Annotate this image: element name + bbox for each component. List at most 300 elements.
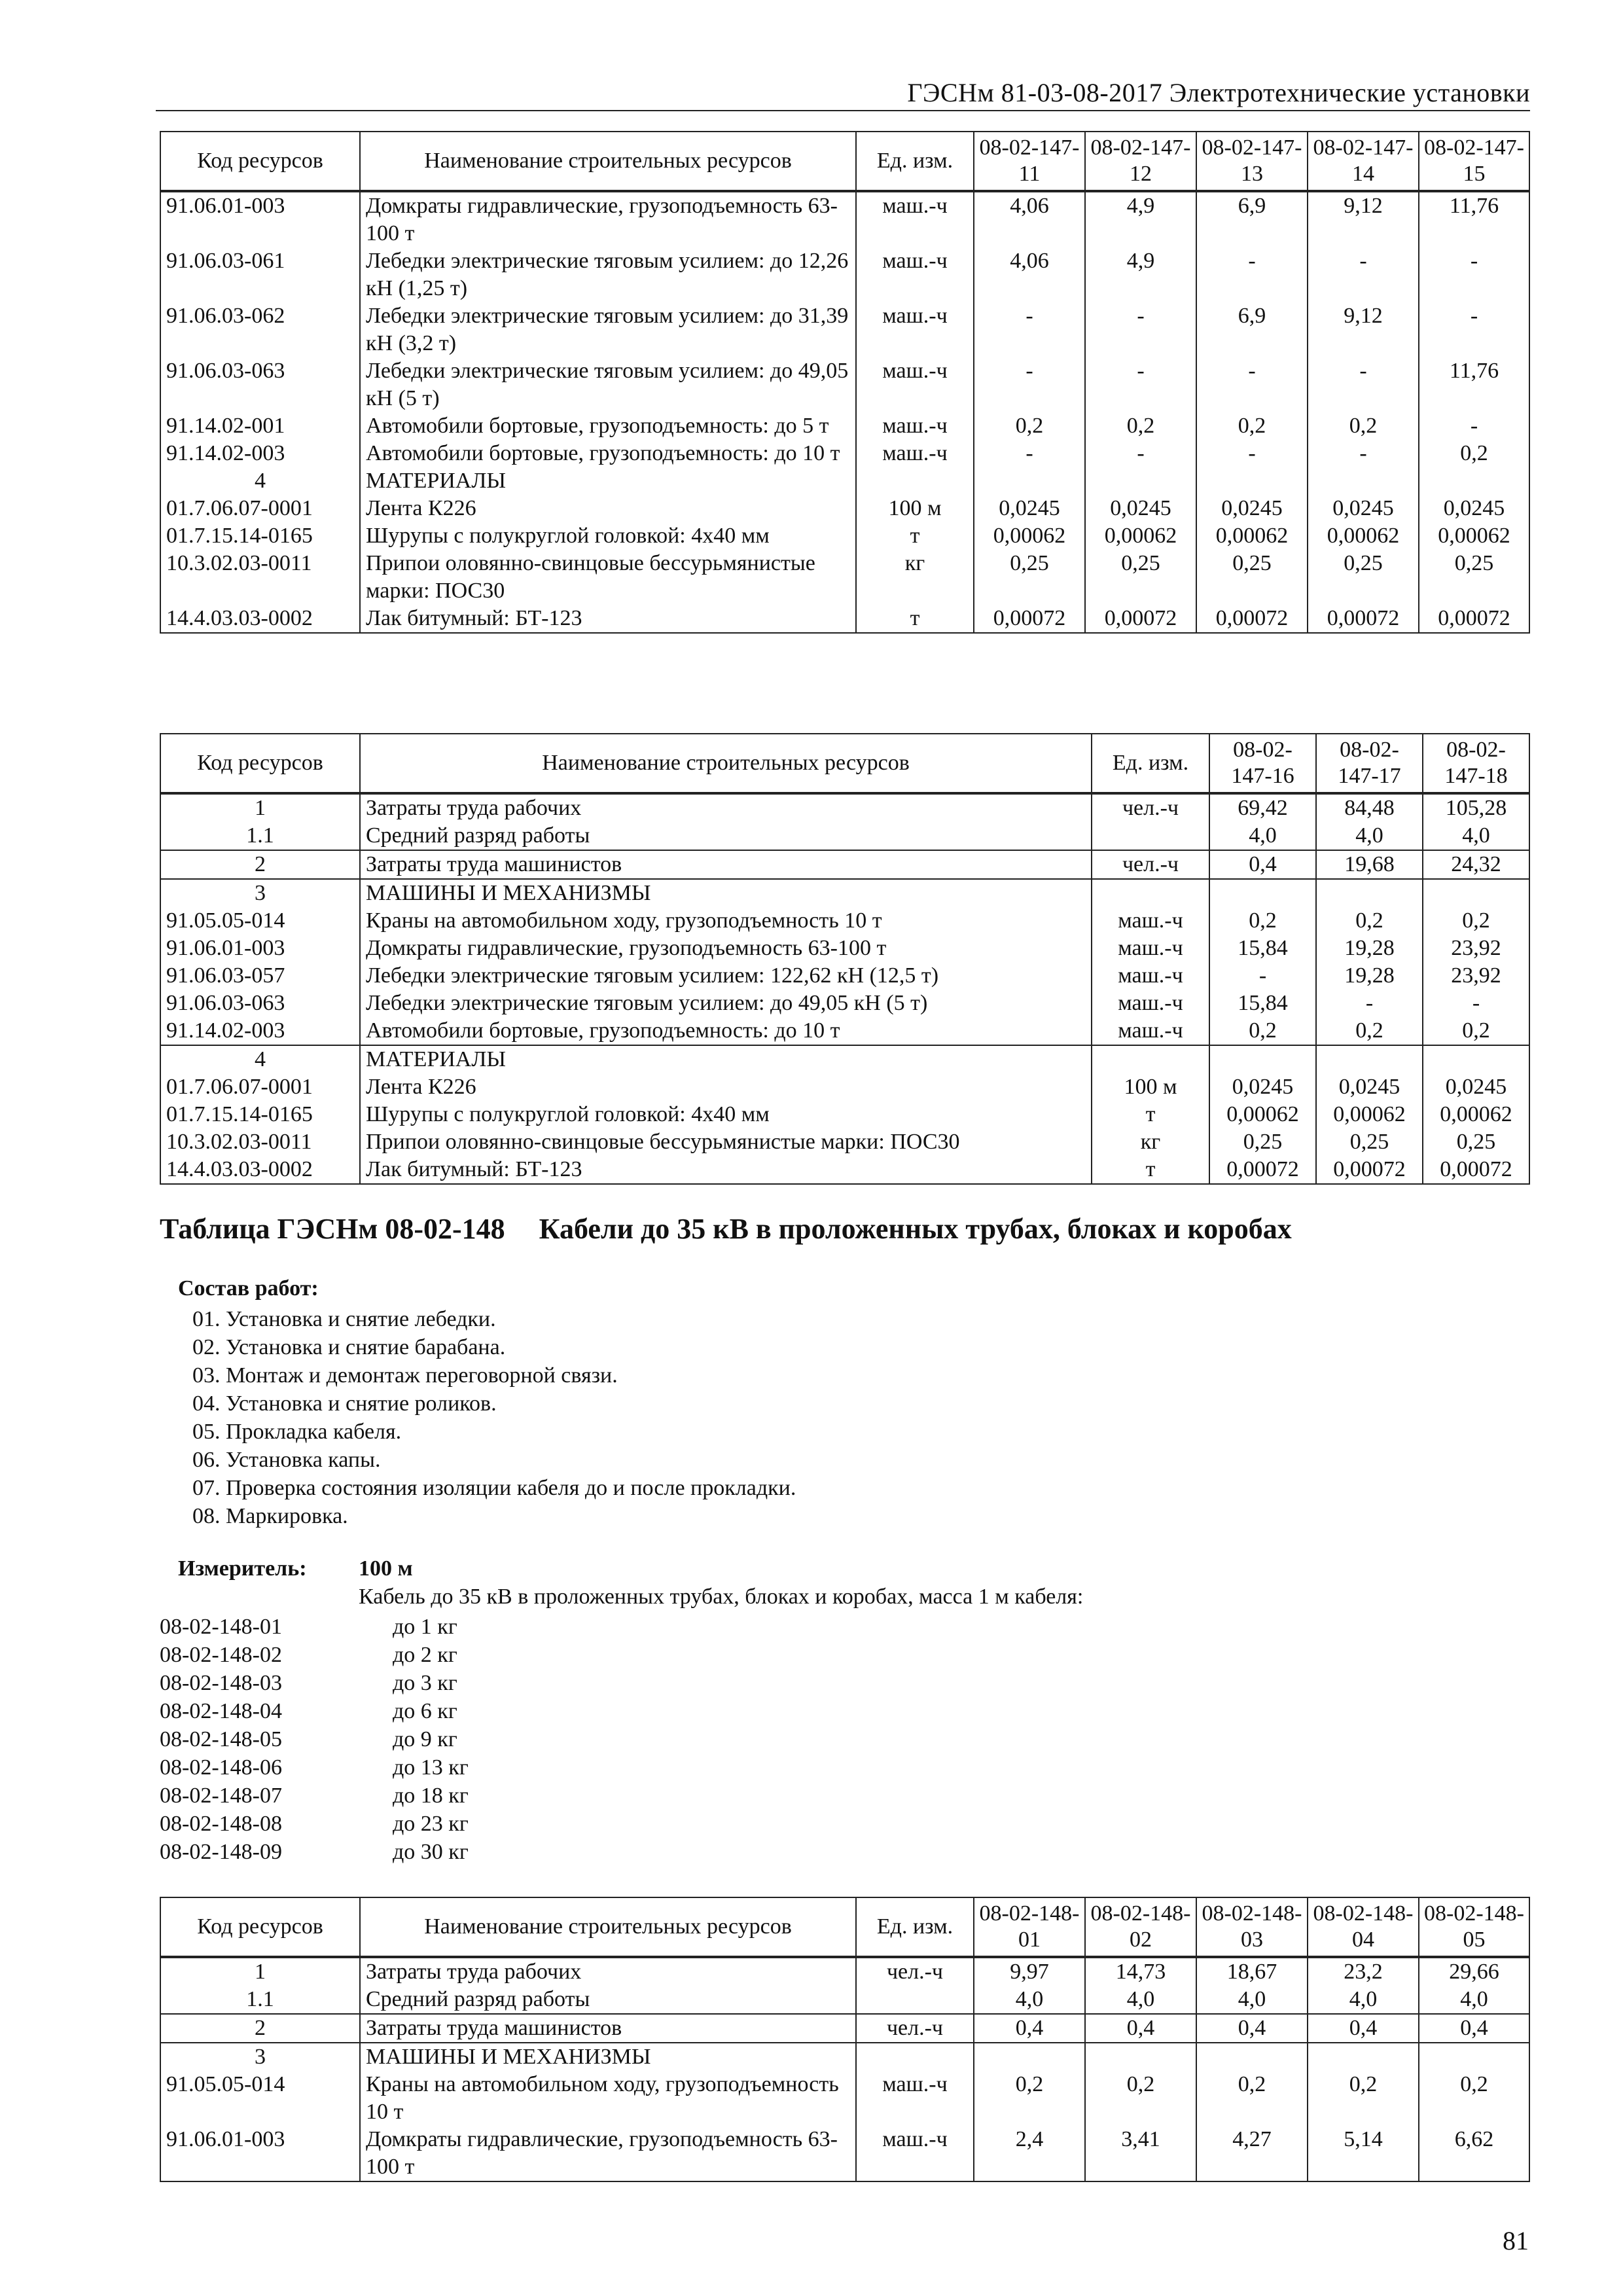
norm-code-desc: до 18 кг [393, 1784, 469, 1808]
resource-name: МАТЕРИАЛЫ [360, 1045, 1092, 1073]
work-item: 02. Установка и снятие барабана. [192, 1335, 506, 1359]
resource-unit: маш.-ч [856, 2126, 974, 2181]
resource-code: 91.06.03-057 [160, 962, 360, 990]
resource-unit: чел.-ч [856, 1957, 974, 1986]
norm-value [1085, 2043, 1196, 2071]
resource-unit: маш.-ч [856, 302, 974, 357]
norm-code: 08-02-148-05 [160, 1727, 282, 1751]
col-norm-header: 08-02-148-01 [974, 1897, 1085, 1957]
norm-value: 4,0 [974, 1986, 1085, 2014]
resource-name: Домкраты гидравлические, грузоподъемность 63-100 т [360, 191, 856, 247]
section-row [160, 2043, 1529, 2071]
norm-value [1196, 2043, 1308, 2071]
col-unit-header: Ед. изм. [856, 132, 974, 191]
norm-value: 9,97 [974, 1957, 1085, 1986]
resource-code: 2 [160, 850, 360, 879]
norm-code: 08-02-148-01 [160, 1615, 282, 1639]
resource-name: Припои оловянно-свинцовые бессурьмянистые марки: ПОС30 [360, 550, 856, 605]
col-name-header: Наименование строительных ресурсов [360, 132, 856, 191]
norm-code-row [160, 1753, 469, 1782]
norm-code-row [160, 1613, 469, 1641]
resource-code: 91.06.03-063 [160, 357, 360, 412]
norm-value: 15,84 [1209, 935, 1316, 962]
table-row [160, 2071, 1529, 2126]
norm-value: 0,25 [1423, 1128, 1529, 1156]
resource-code: 91.06.03-063 [160, 990, 360, 1017]
norm-value: 6,9 [1196, 191, 1308, 247]
resource-name: Средний разряд работы [360, 1986, 856, 2014]
measure-value: 100 м [359, 1556, 413, 1581]
norm-value: 0,00072 [1316, 1156, 1423, 1184]
norm-value: 0,2 [1209, 907, 1316, 935]
norm-value: 0,0245 [1316, 1073, 1423, 1101]
norm-code-desc: до 30 кг [393, 1840, 469, 1864]
norm-value: - [1085, 440, 1196, 467]
resource-name: Домкраты гидравлические, грузоподъемность 63-100 т [360, 935, 1092, 962]
norm-value: 4,27 [1196, 2126, 1308, 2181]
resource-name: Лак битумный: БТ-123 [360, 605, 856, 633]
norm-value: 4,0 [1423, 822, 1529, 850]
norm-code-desc: до 2 кг [393, 1643, 457, 1667]
resource-unit [1092, 822, 1209, 850]
norm-value: 0,0245 [1085, 495, 1196, 522]
header-title: ГЭСНм 81-03-08-2017 Электротехнические установки [907, 78, 1530, 107]
norm-value: 69,42 [1209, 793, 1316, 822]
col-norm-header: 08-02-148-05 [1419, 1897, 1529, 1957]
norm-value: 5,14 [1308, 2126, 1419, 2181]
norm-value: 84,48 [1316, 793, 1423, 822]
norm-value: 0,00072 [1196, 605, 1308, 633]
resource-name: Лак битумный: БТ-123 [360, 1156, 1092, 1184]
col-norm-header: 08-02-147-18 [1423, 734, 1529, 793]
table-header [160, 734, 1529, 793]
work-item: 01. Установка и снятие лебедки. [192, 1307, 496, 1331]
resource-name: Лебедки электрические тяговым усилием: до 49,05 кН (5 т) [360, 357, 856, 412]
norm-value: 4,0 [1419, 1986, 1529, 2014]
norm-value [974, 2043, 1085, 2071]
norm-value: 0,2 [1196, 412, 1308, 440]
table-header [160, 1897, 1529, 1957]
norm-value: 24,32 [1423, 850, 1529, 879]
col-name-header: Наименование строительных ресурсов [360, 1897, 856, 1957]
resource-code: 91.06.01-003 [160, 935, 360, 962]
resource-unit: т [1092, 1101, 1209, 1128]
norm-value: 0,00062 [1423, 1101, 1529, 1128]
resource-code: 01.7.15.14-0165 [160, 1101, 360, 1128]
resource-unit: т [1092, 1156, 1209, 1184]
norm-value: 0,4 [1308, 2014, 1419, 2043]
norm-value: 4,0 [1316, 822, 1423, 850]
resource-name: Затраты труда рабочих [360, 793, 1092, 822]
table-row [160, 605, 1529, 633]
norm-value: 11,76 [1419, 357, 1529, 412]
norm-value: 4,9 [1085, 247, 1196, 302]
work-item: 05. Прокладка кабеля. [192, 1420, 402, 1444]
resource-unit [1092, 1045, 1209, 1073]
norm-code-desc: до 6 кг [393, 1699, 457, 1723]
norm-value: 0,00072 [1209, 1156, 1316, 1184]
resource-unit [856, 2043, 974, 2071]
work-composition-title: Состав работ: [178, 1276, 319, 1300]
table-row [160, 522, 1529, 550]
norm-value: - [974, 357, 1085, 412]
norm-value: - [1196, 357, 1308, 412]
norm-value: - [1308, 247, 1419, 302]
resource-code: 91.14.02-003 [160, 1017, 360, 1045]
table-row [160, 907, 1529, 935]
norm-value: - [1419, 247, 1529, 302]
norm-value: 0,00072 [1308, 605, 1419, 633]
resource-name: Припои оловянно-свинцовые бессурьмянистые марки: ПОС30 [360, 1128, 1092, 1156]
resource-name: Лебедки электрические тяговым усилием: до 12,26 кН (1,25 т) [360, 247, 856, 302]
norm-value [1209, 879, 1316, 907]
norm-value: 19,28 [1316, 962, 1423, 990]
norm-value: 0,2 [1085, 412, 1196, 440]
measure-description: Кабель до 35 кВ в проложенных трубах, блоках и коробах, масса 1 м кабеля: [359, 1585, 1084, 1609]
norm-value: 0,2 [1308, 2071, 1419, 2126]
norm-value: 0,4 [1196, 2014, 1308, 2043]
norm-value: 23,2 [1308, 1957, 1419, 1986]
norm-code: 08-02-148-06 [160, 1755, 282, 1780]
norm-value: 4,0 [1308, 1986, 1419, 2014]
resource-name: МАШИНЫ И МЕХАНИЗМЫ [360, 879, 1092, 907]
norm-value: 0,25 [1209, 1128, 1316, 1156]
norm-value: - [1085, 357, 1196, 412]
table-title: Кабели до 35 кВ в проложенных трубах, блоках и коробах [539, 1213, 1292, 1245]
norm-value: 0,4 [974, 2014, 1085, 2043]
table-row [160, 962, 1529, 990]
norm-code-row [160, 1697, 469, 1725]
col-name-header: Наименование строительных ресурсов [360, 734, 1092, 793]
norm-value: 0,00062 [1419, 522, 1529, 550]
norm-code-row [160, 1641, 469, 1669]
norm-value [1085, 467, 1196, 495]
table-row [160, 440, 1529, 467]
norm-value: - [1196, 247, 1308, 302]
resource-name: Затраты труда рабочих [360, 1957, 856, 1986]
resource-unit: чел.-ч [856, 2014, 974, 2043]
norm-value: 11,76 [1419, 191, 1529, 247]
table-row [160, 2014, 1529, 2043]
norm-value: 4,06 [974, 247, 1085, 302]
norm-value: 0,00072 [974, 605, 1085, 633]
resource-name: Шурупы с полукруглой головкой: 4х40 мм [360, 1101, 1092, 1128]
norm-value: 23,92 [1423, 935, 1529, 962]
norm-value: 0,2 [974, 2071, 1085, 2126]
resource-unit: маш.-ч [856, 191, 974, 247]
norm-value: 4,9 [1085, 191, 1196, 247]
resource-code: 91.05.05-014 [160, 2071, 360, 2126]
work-item: 03. Монтаж и демонтаж переговорной связи. [192, 1363, 618, 1388]
norm-value: 19,68 [1316, 850, 1423, 879]
norm-value: - [974, 440, 1085, 467]
norm-value: 23,92 [1423, 962, 1529, 990]
table-row [160, 1156, 1529, 1184]
norm-value: 0,0245 [1419, 495, 1529, 522]
norm-code: 08-02-148-03 [160, 1671, 282, 1695]
norm-value: 0,2 [1423, 1017, 1529, 1045]
resource-name: Краны на автомобильном ходу, грузоподъемность 10 т [360, 2071, 856, 2126]
section-row [160, 1045, 1529, 1073]
norm-value: 0,2 [1316, 1017, 1423, 1045]
norm-value: 19,28 [1316, 935, 1423, 962]
resource-name: Автомобили бортовые, грузоподъемность: до 10 т [360, 440, 856, 467]
resource-name: Автомобили бортовые, грузоподъемность: до 5 т [360, 412, 856, 440]
norm-value: 0,4 [1419, 2014, 1529, 2043]
resource-unit: кг [856, 550, 974, 605]
norm-value: 0,2 [1209, 1017, 1316, 1045]
table-row [160, 302, 1529, 357]
table-body [160, 793, 1529, 1184]
resource-code: 91.06.03-061 [160, 247, 360, 302]
resource-unit: т [856, 605, 974, 633]
norm-value: 4,06 [974, 191, 1085, 247]
col-code-header: Код ресурсов [160, 1897, 360, 1957]
norm-value: 0,25 [1316, 1128, 1423, 1156]
norm-value: 0,00062 [974, 522, 1085, 550]
norm-code: 08-02-148-07 [160, 1784, 282, 1808]
resource-name: Лента К226 [360, 1073, 1092, 1101]
resource-name: МАШИНЫ И МЕХАНИЗМЫ [360, 2043, 856, 2071]
resource-name: Затраты труда машинистов [360, 2014, 856, 2043]
table-row [160, 357, 1529, 412]
norm-value: 14,73 [1085, 1957, 1196, 1986]
norm-code: 08-02-148-09 [160, 1840, 282, 1864]
norm-value: 0,0245 [1423, 1073, 1529, 1101]
resource-unit: маш.-ч [1092, 990, 1209, 1017]
norm-value: 0,00072 [1419, 605, 1529, 633]
norm-value [1308, 2043, 1419, 2071]
norm-code-row [160, 1838, 469, 1866]
norm-value: 9,12 [1308, 302, 1419, 357]
norm-value: 15,84 [1209, 990, 1316, 1017]
norm-value: 2,4 [974, 2126, 1085, 2181]
resource-code: 91.06.03-062 [160, 302, 360, 357]
norm-value [1316, 879, 1423, 907]
col-norm-header: 08-02-147-13 [1196, 132, 1308, 191]
norm-value: 0,00062 [1308, 522, 1419, 550]
resource-name: Лебедки электрические тяговым усилием: 122,62 кН (12,5 т) [360, 962, 1092, 990]
table-header [160, 132, 1529, 191]
norm-value: - [1308, 357, 1419, 412]
norm-value: 0,00072 [1423, 1156, 1529, 1184]
col-code-header: Код ресурсов [160, 734, 360, 793]
resources-table-147-11-15 [160, 131, 1530, 634]
resource-unit: маш.-ч [856, 412, 974, 440]
resource-name: Краны на автомобильном ходу, грузоподъемность 10 т [360, 907, 1092, 935]
norm-value: 0,00062 [1316, 1101, 1423, 1128]
resource-unit: т [856, 522, 974, 550]
work-composition-list [192, 1305, 796, 1530]
resource-unit: маш.-ч [1092, 962, 1209, 990]
norm-value [1316, 1045, 1423, 1073]
col-norm-header: 08-02-148-03 [1196, 1897, 1308, 1957]
col-norm-header: 08-02-148-02 [1085, 1897, 1196, 1957]
norm-value [1209, 1045, 1316, 1073]
resource-code: 1 [160, 793, 360, 822]
norm-value: 18,67 [1196, 1957, 1308, 1986]
resource-code: 2 [160, 2014, 360, 2043]
table-row [160, 247, 1529, 302]
norm-value: 0,0245 [974, 495, 1085, 522]
norm-value [1419, 467, 1529, 495]
norm-value: 0,2 [974, 412, 1085, 440]
norm-value: 4,0 [1196, 1986, 1308, 2014]
norm-value: - [1085, 302, 1196, 357]
resource-code: 4 [160, 467, 360, 495]
resource-unit: чел.-ч [1092, 850, 1209, 879]
work-item: 07. Проверка состояния изоляции кабеля до и после прокладки. [192, 1476, 796, 1500]
resource-unit [856, 1986, 974, 2014]
norm-value: 0,25 [1419, 550, 1529, 605]
resource-code: 91.14.02-001 [160, 412, 360, 440]
norm-value: - [1196, 440, 1308, 467]
resource-unit: маш.-ч [856, 247, 974, 302]
norm-code-row [160, 1669, 469, 1697]
norm-value: - [1209, 962, 1316, 990]
table-row [160, 822, 1529, 850]
table-row [160, 495, 1529, 522]
norm-value: 0,4 [1209, 850, 1316, 879]
table-row [160, 850, 1529, 879]
resource-unit: чел.-ч [1092, 793, 1209, 822]
norm-value: - [1419, 302, 1529, 357]
resource-code: 91.14.02-003 [160, 440, 360, 467]
table-number: Таблица ГЭСНм 08-02-148 [160, 1213, 505, 1245]
norm-value: 4,0 [1085, 1986, 1196, 2014]
resource-unit: 100 м [856, 495, 974, 522]
col-norm-header: 08-02-147-17 [1316, 734, 1423, 793]
resource-name: МАТЕРИАЛЫ [360, 467, 856, 495]
resource-unit: маш.-ч [856, 440, 974, 467]
section-row [160, 467, 1529, 495]
resource-code: 01.7.06.07-0001 [160, 495, 360, 522]
norm-value [1423, 1045, 1529, 1073]
norm-code: 08-02-148-04 [160, 1699, 282, 1723]
norm-code-row [160, 1782, 469, 1810]
table-row [160, 412, 1529, 440]
norm-value: 6,62 [1419, 2126, 1529, 2181]
norm-value: 4,0 [1209, 822, 1316, 850]
table-row [160, 990, 1529, 1017]
norm-value: 0,2 [1419, 2071, 1529, 2126]
resource-name: Лента К226 [360, 495, 856, 522]
resource-code: 3 [160, 2043, 360, 2071]
resource-name: Шурупы с полукруглой головкой: 4х40 мм [360, 522, 856, 550]
resource-code: 01.7.15.14-0165 [160, 522, 360, 550]
resource-name: Лебедки электрические тяговым усилием: до 49,05 кН (5 т) [360, 990, 1092, 1017]
norm-code-desc: до 23 кг [393, 1812, 469, 1836]
norm-value: 0,00062 [1085, 522, 1196, 550]
norm-value: 0,2 [1308, 412, 1419, 440]
norm-value: 0,0245 [1196, 495, 1308, 522]
resource-unit: маш.-ч [856, 2071, 974, 2126]
resource-name: Домкраты гидравлические, грузоподъемность 63-100 т [360, 2126, 856, 2181]
section-row [160, 879, 1529, 907]
norm-value [974, 467, 1085, 495]
measure-label: Измеритель: [178, 1556, 307, 1581]
norm-code-desc: до 9 кг [393, 1727, 457, 1751]
norm-value [1419, 2043, 1529, 2071]
norm-value [1196, 467, 1308, 495]
resource-code: 10.3.02.03-0011 [160, 550, 360, 605]
page-number: 81 [1503, 2226, 1529, 2255]
norm-value: 0,2 [1196, 2071, 1308, 2126]
norm-value [1423, 879, 1529, 907]
work-item: 06. Установка капы. [192, 1448, 381, 1472]
resource-unit: маш.-ч [856, 357, 974, 412]
table-caption [160, 1212, 1292, 1246]
resource-name: Затраты труда машинистов [360, 850, 1092, 879]
norm-value: - [1423, 990, 1529, 1017]
table-body [160, 191, 1529, 633]
resource-name: Средний разряд работы [360, 822, 1092, 850]
resource-code: 1.1 [160, 1986, 360, 2014]
table-body [160, 1957, 1529, 2181]
norm-value: 0,00062 [1209, 1101, 1316, 1128]
norm-code-desc: до 1 кг [393, 1615, 457, 1639]
norm-code-row [160, 1725, 469, 1753]
resource-unit [1092, 879, 1209, 907]
norm-value: 0,2 [1419, 440, 1529, 467]
resource-unit [856, 467, 974, 495]
col-unit-header: Ед. изм. [1092, 734, 1209, 793]
resource-code: 1 [160, 1957, 360, 1986]
norm-value: 0,2 [1423, 907, 1529, 935]
norm-value: 0,25 [974, 550, 1085, 605]
resource-code: 14.4.03.03-0002 [160, 605, 360, 633]
norm-code-list [160, 1613, 469, 1866]
resource-code: 14.4.03.03-0002 [160, 1156, 360, 1184]
table-row [160, 1986, 1529, 2014]
table-row [160, 191, 1529, 247]
col-norm-header: 08-02-147-15 [1419, 132, 1529, 191]
norm-code-desc: до 3 кг [393, 1671, 457, 1695]
col-code-header: Код ресурсов [160, 132, 360, 191]
table-row [160, 2126, 1529, 2181]
table-row [160, 550, 1529, 605]
table-row [160, 793, 1529, 822]
norm-value: 0,4 [1085, 2014, 1196, 2043]
resource-code: 91.06.01-003 [160, 191, 360, 247]
col-unit-header: Ед. изм. [856, 1897, 974, 1957]
norm-value: - [1419, 412, 1529, 440]
norm-value: - [1316, 990, 1423, 1017]
norm-value: 0,25 [1196, 550, 1308, 605]
norm-value: 0,00072 [1085, 605, 1196, 633]
resources-table-148-01-05 [160, 1897, 1530, 2182]
norm-value: 3,41 [1085, 2126, 1196, 2181]
norm-value: - [1308, 440, 1419, 467]
resource-code: 91.05.05-014 [160, 907, 360, 935]
resource-code: 1.1 [160, 822, 360, 850]
resource-code: 10.3.02.03-0011 [160, 1128, 360, 1156]
norm-value: 0,0245 [1308, 495, 1419, 522]
running-header [156, 73, 1530, 111]
resource-unit: 100 м [1092, 1073, 1209, 1101]
norm-value: - [974, 302, 1085, 357]
resource-unit: кг [1092, 1128, 1209, 1156]
table-row [160, 1017, 1529, 1045]
col-norm-header: 08-02-147-11 [974, 132, 1085, 191]
norm-value: 0,0245 [1209, 1073, 1316, 1101]
norm-code-desc: до 13 кг [393, 1755, 469, 1780]
norm-value [1308, 467, 1419, 495]
resource-code: 3 [160, 879, 360, 907]
col-norm-header: 08-02-147-16 [1209, 734, 1316, 793]
resource-name: Лебедки электрические тяговым усилием: до 31,39 кН (3,2 т) [360, 302, 856, 357]
resource-name: Автомобили бортовые, грузоподъемность: до 10 т [360, 1017, 1092, 1045]
